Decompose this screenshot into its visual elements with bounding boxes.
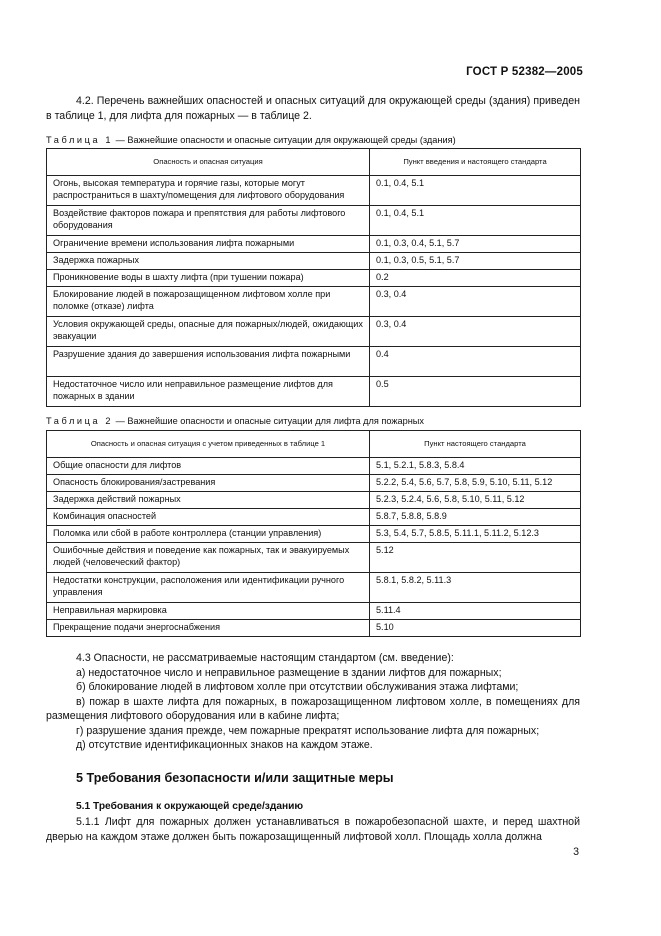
table-row <box>47 573 581 603</box>
hazard-cell: Блокирование людей в пожарозащищенном лифтовом холле при поломке (отказе) лифта <box>47 287 370 317</box>
hazard-cell: Ошибочные действия и поведение как пожарных, так и эвакуируемых людей (человеческий фактор) <box>47 543 370 573</box>
clause-cell: 0.1, 0.4, 5.1 <box>370 206 581 236</box>
hazard-cell: Прекращение подачи энергоснабжения <box>47 620 370 637</box>
clause-cell: 0.3, 0.4 <box>370 317 581 347</box>
table-row <box>47 176 581 206</box>
list-item: д) отсутствие идентификационных знаков на каждом этаже. <box>76 739 373 751</box>
clause-cell: 5.11.4 <box>370 603 581 620</box>
hazard-cell: Проникновение воды в шахту лифта (при тушении пожара) <box>47 270 370 287</box>
table-row <box>47 543 581 573</box>
hazard-cell: Опасность блокирования/застревания <box>47 475 370 492</box>
clause-cell: 0.1, 0.4, 5.1 <box>370 176 581 206</box>
hazard-cell: Общие опасности для лифтов <box>47 458 370 475</box>
column-header-clause: Пункт настоящего стандарта <box>370 431 581 458</box>
hazard-cell: Воздействие факторов пожара и препятствия для работы лифтового оборудования <box>47 206 370 236</box>
clause-cell: 0.1, 0.3, 0.4, 5.1, 5.7 <box>370 236 581 253</box>
hazard-cell: Недостаточное число или неправильное размещение лифтов для пожарных в здании <box>47 377 370 407</box>
table1-caption <box>46 135 456 145</box>
section-title: 5 Требования безопасности и/или защитные меры <box>76 771 394 785</box>
table1-caption-text: — Важнейшие опасности и опасные ситуации для окружающей среды (здания) <box>113 135 456 145</box>
table-row <box>47 253 581 270</box>
table-row <box>47 526 581 543</box>
hazard-cell: Поломка или сбой в работе контроллера (станции управления) <box>47 526 370 543</box>
column-header-hazard: Опасность и опасная ситуация с учетом приведенных в таблице 1 <box>47 431 370 458</box>
clause-cell: 5.2.3, 5.2.4, 5.6, 5.8, 5.10, 5.11, 5.12 <box>370 492 581 509</box>
hazard-cell: Огонь, высокая температура и горячие газы, которые могут распространиться в шахту/помещения для лифтового оборудования <box>47 176 370 206</box>
list-item: г) разрушение здания прежде, чем пожарные прекратят использование лифта для пожарных; <box>76 724 540 737</box>
clause-cell: 5.8.1, 5.8.2, 5.11.3 <box>370 573 581 603</box>
hazard-cell: Разрушение здания до завершения использования лифта пожарными <box>47 347 370 377</box>
table2-caption <box>46 416 424 426</box>
list-item: б) блокирование людей в лифтовом холле при отсутствии обслуживания этажа лифтами; <box>76 681 519 693</box>
hazard-cell: Комбинация опасностей <box>47 509 370 526</box>
clause-cell: 5.1, 5.2.1, 5.8.3, 5.8.4 <box>370 458 581 475</box>
hazards-environment-table <box>46 148 581 407</box>
table-row <box>47 287 581 317</box>
table-row <box>47 317 581 347</box>
table-row <box>47 377 581 407</box>
clause-cell: 5.2.2, 5.4, 5.6, 5.7, 5.8, 5.9, 5.10, 5.11, 5.12 <box>370 475 581 492</box>
intro-paragraph: 4.2. Перечень важнейших опасностей и опасных ситуаций для окружающей среды (здания) приведен в таблице 1, для лифта для пожарных — в таблице 2. <box>46 95 580 122</box>
list-item: 4.3 Опасности, не рассматриваемые настоящим стандартом (см. введение): <box>76 652 454 664</box>
clause-cell: 5.8.7, 5.8.8, 5.8.9 <box>370 509 581 526</box>
excluded-hazards-list <box>46 651 580 753</box>
section-paragraph: 5.1.1 Лифт для пожарных должен устанавливаться в пожаробезопасной шахте, и перед шахтной дверью на каждом этаже должен быть пожарозащищенный лифтовой холл. Площадь холла должна <box>46 816 580 843</box>
hazard-cell: Условия окружающей среды, опасные для пожарных/людей, ожидающих эвакуации <box>47 317 370 347</box>
table2-caption-word: Таблица 2 <box>46 416 114 426</box>
hazards-lift-table <box>46 430 581 637</box>
table-row <box>47 270 581 287</box>
list-item: а) недостаточное число и неправильное размещение в здании лифтов для пожарных; <box>76 666 502 679</box>
column-header-clause: Пункт введения и настоящего стандарта <box>370 149 581 176</box>
standard-code: ГОСТ Р 52382—2005 <box>466 66 583 78</box>
table-row <box>47 236 581 253</box>
clause-cell: 0.1, 0.3, 0.5, 5.1, 5.7 <box>370 253 581 270</box>
clause-cell: 5.12 <box>370 543 581 573</box>
hazard-cell: Задержка пожарных <box>47 253 370 270</box>
page-number: 3 <box>573 846 579 858</box>
table-row <box>47 620 581 637</box>
table2-caption-text: — Важнейшие опасности и опасные ситуации для лифта для пожарных <box>113 416 424 426</box>
table-row <box>47 509 581 526</box>
table-row <box>47 492 581 509</box>
clause-cell: 0.3, 0.4 <box>370 287 581 317</box>
hazard-cell: Недостатки конструкции, расположения или идентификации ручного управления <box>47 573 370 603</box>
column-header-hazard: Опасность и опасная ситуация <box>47 149 370 176</box>
list-item: в) пожар в шахте лифта для пожарных, в пожарозащищенном лифтовом холле, в помещениях для размещения лифтового оборудования или в кабине лифта; <box>46 695 580 722</box>
table-row <box>47 458 581 475</box>
clause-cell: 5.3, 5.4, 5.7, 5.8.5, 5.11.1, 5.11.2, 5.12.3 <box>370 526 581 543</box>
hazard-cell: Задержка действий пожарных <box>47 492 370 509</box>
subsection-title: 5.1 Требования к окружающей среде/зданию <box>76 801 304 812</box>
hazard-cell: Неправильная маркировка <box>47 603 370 620</box>
table-row <box>47 603 581 620</box>
clause-cell: 0.4 <box>370 347 581 377</box>
hazard-cell: Ограничение времени использования лифта пожарными <box>47 236 370 253</box>
table-header-row <box>47 149 581 176</box>
table1-caption-word: Таблица 1 <box>46 135 114 145</box>
table-row <box>47 206 581 236</box>
table-row <box>47 475 581 492</box>
clause-cell: 0.2 <box>370 270 581 287</box>
table-row <box>47 347 581 377</box>
table-header-row <box>47 431 581 458</box>
clause-cell: 0.5 <box>370 377 581 407</box>
clause-cell: 5.10 <box>370 620 581 637</box>
